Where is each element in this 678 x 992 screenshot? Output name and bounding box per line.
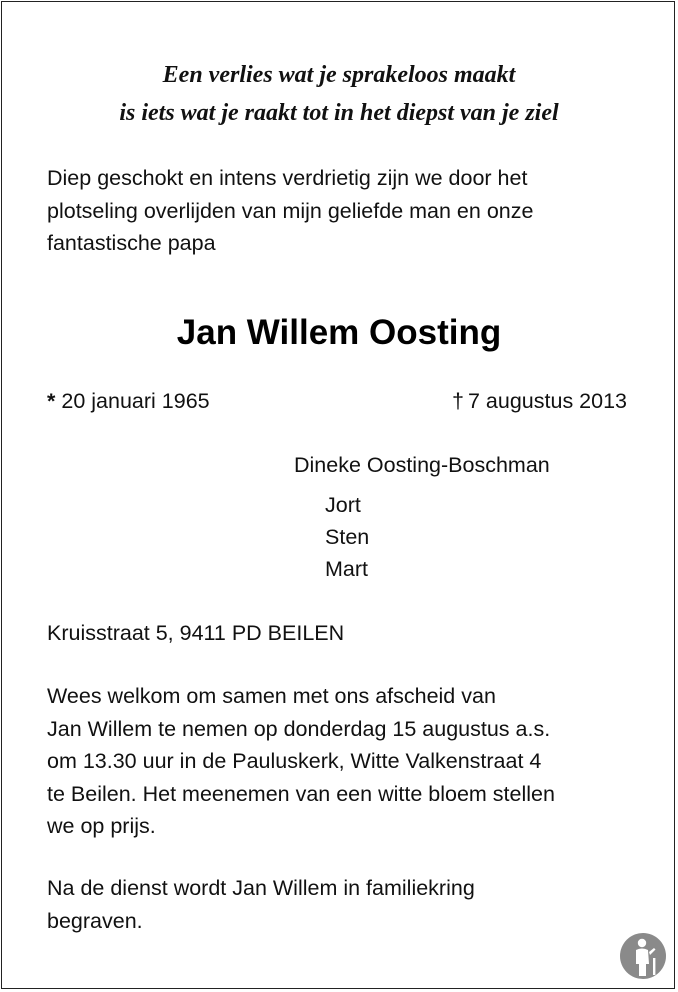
poem-line-1: Een verlies wat je sprakeloos maakt bbox=[162, 62, 516, 88]
birth-date: 20 januari 1965 bbox=[61, 389, 210, 413]
farewell-line-1: Wees welkom om samen met ons afscheid van bbox=[47, 684, 496, 708]
death-date: 7 augustus 2013 bbox=[468, 389, 627, 413]
intro-line-3: fantastische papa bbox=[47, 231, 216, 255]
spouse-name: Dineke Oosting-Boschman bbox=[294, 453, 550, 477]
death-cross-icon: † bbox=[452, 389, 464, 413]
birth-date-line bbox=[47, 385, 210, 417]
children-list bbox=[325, 489, 369, 585]
poem-line-2: is iets wat je raakt tot in het diepst van je ziel bbox=[119, 100, 559, 126]
child-name: Jort bbox=[325, 493, 361, 517]
farewell-line-3: om 13.30 uur in de Pauluskerk, Witte Valkenstraat 4 bbox=[47, 749, 542, 773]
farewell-line-4: te Beilen. Het meenemen van een witte bloem stellen bbox=[47, 781, 555, 806]
burial-line-2: begraven. bbox=[47, 908, 143, 933]
farewell-line-5: we op prijs. bbox=[47, 814, 156, 838]
death-date-line bbox=[452, 385, 627, 417]
memorial-figure-icon bbox=[619, 932, 667, 980]
intro-paragraph bbox=[47, 162, 647, 260]
farewell-paragraph bbox=[47, 680, 647, 843]
opening-poem bbox=[0, 56, 678, 132]
child-name: Mart bbox=[325, 557, 368, 581]
burial-paragraph bbox=[47, 872, 647, 937]
address: Kruisstraat 5, 9411 PD BEILEN bbox=[47, 621, 345, 645]
farewell-line-2: Jan Willem te nemen op donderdag 15 augustus a.s. bbox=[47, 716, 551, 741]
birth-star-icon: * bbox=[47, 389, 56, 413]
intro-line-1: Diep geschokt en intens verdrietig zijn we door het bbox=[47, 166, 528, 190]
deceased-name: Jan Willem Oosting bbox=[176, 313, 502, 352]
intro-line-2: plotseling overlijden van mijn geliefde man en onze bbox=[47, 198, 534, 223]
burial-line-1: Na de dienst wordt Jan Willem in familiekring bbox=[47, 876, 475, 900]
child-name: Sten bbox=[325, 525, 370, 549]
